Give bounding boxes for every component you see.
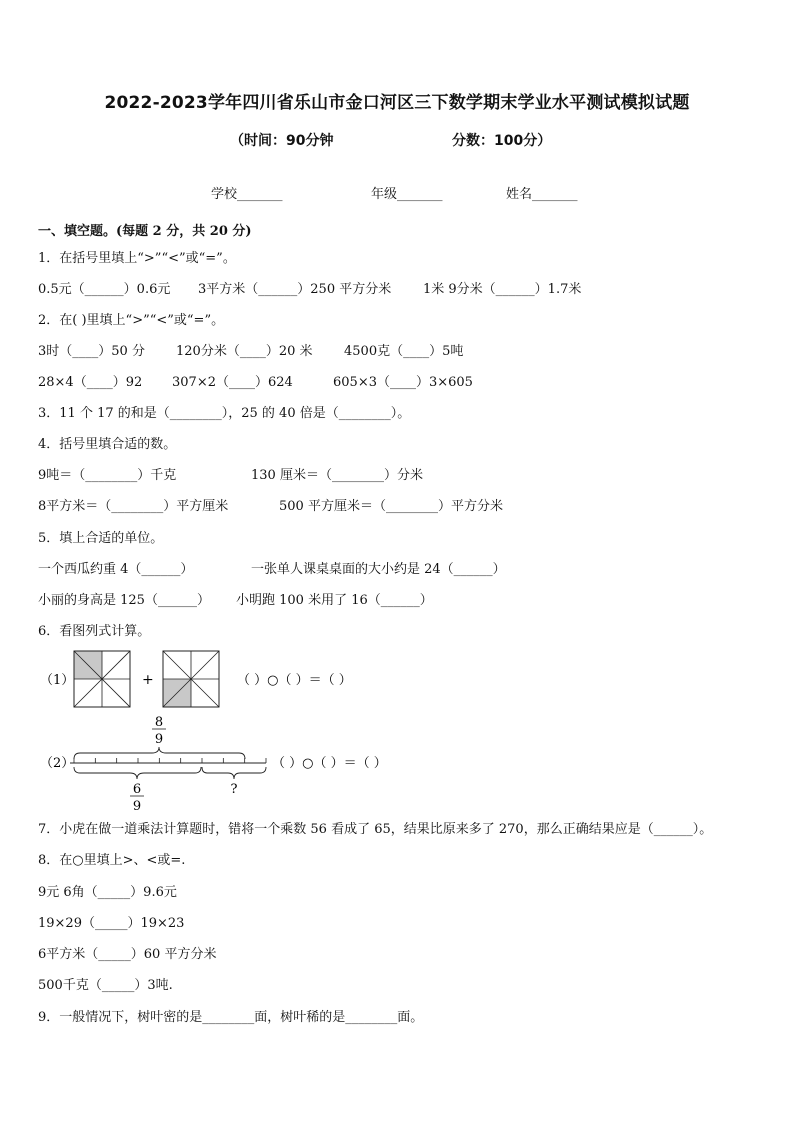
question-2-item: 3时（____）50 分 [38,344,145,359]
grade-field: 年级_______ [371,187,443,202]
question-5-item: 一个西瓜约重 4（______） [38,562,194,577]
question-4-item: 8平方米＝（________）平方厘米 [38,499,229,514]
section-heading: 一、填空题。(每题 2 分，共 20 分) [38,224,252,239]
bottom-brace-left [74,767,201,779]
top-fraction-numerator: 8 [154,715,164,730]
question-4-stem: 4．括号里填合适的数。 [38,437,177,452]
formula-1: （ ）○（ ）＝（ ） [237,673,352,688]
question-3-stem: 3．11 个 17 的和是（________），25 的 40 倍是（________）。 [38,406,411,421]
question-8-item: 6平方米（_____）60 平方分米 [38,947,217,962]
question-5-item: 小丽的身高是 125（______） [38,593,210,608]
question-4-item: 130 厘米＝（________）分米 [251,468,423,483]
square-figure-right [163,651,219,707]
question-1-stem: 1．在括号里填上“>”“<”或“=”。 [38,251,236,266]
question-5-item: 小明跑 100 米用了 16（______） [236,593,433,608]
question-2-item: 307×2（____）624 [172,375,293,390]
question-8-stem: 8．在○里填上>、<或=. [38,853,186,868]
question-7-stem: 7．小虎在做一道乘法计算题时，错将一个乘数 56 看成了 65，结果比原来多了 270，那么正确结果应是（______）。 [38,822,713,837]
question-2-item: 28×4（____）92 [38,375,143,390]
unknown-mark: ? [230,782,238,797]
question-4-item: 9吨＝（________）千克 [38,468,177,483]
question-6-figures [0,645,794,815]
figure-1-label: （1） [40,673,75,688]
question-2-item: 4500克（____）5吨 [344,344,464,359]
total-score: 分数：100分） [452,133,552,149]
name-field: 姓名_______ [506,187,578,202]
question-6-stem: 6．看图列式计算。 [38,624,151,639]
question-4-item: 500 平方厘米＝（________）平方分米 [279,499,503,514]
question-2-stem: 2．在( )里填上“>”“<”或“=”。 [38,313,225,328]
bottom-brace-right [202,767,266,779]
question-8-item: 19×29（_____）19×23 [38,916,185,931]
question-8-item: 500千克（_____）3吨. [38,978,173,993]
formula-2: （ ）○（ ）＝（ ） [272,756,387,771]
question-1-item: 0.5元（______）0.6元 [38,282,171,297]
bottom-fraction-denominator: 9 [132,799,142,814]
question-5-item: 一张单人课桌桌面的大小约是 24（______） [251,562,506,577]
figure-2-label: （2） [40,756,75,771]
top-fraction-denominator: 9 [154,732,164,747]
question-1-item: 1米 9分米（______）1.7米 [423,282,582,297]
question-2-item: 605×3（____）3×605 [333,375,473,390]
segment-ticks [74,758,266,763]
square-figure-left [74,651,130,707]
question-2-item: 120分米（____）20 米 [176,344,313,359]
school-field: 学校_______ [211,187,283,202]
plus-sign: + [142,672,154,688]
page-title: 2022-2023学年四川省乐山市金口河区三下数学期末学业水平测试模拟试题 [104,93,690,113]
question-8-item: 9元 6角（_____）9.6元 [38,885,177,900]
question-1-item: 3平方米（______）250 平方分米 [198,282,392,297]
question-9-stem: 9．一般情况下，树叶密的是________面，树叶稀的是________面。 [38,1010,424,1025]
bottom-fraction-numerator: 6 [132,782,142,797]
question-5-stem: 5．填上合适的单位。 [38,531,164,546]
top-brace [74,747,245,759]
time-limit: （时间：90分钟 [230,133,334,149]
